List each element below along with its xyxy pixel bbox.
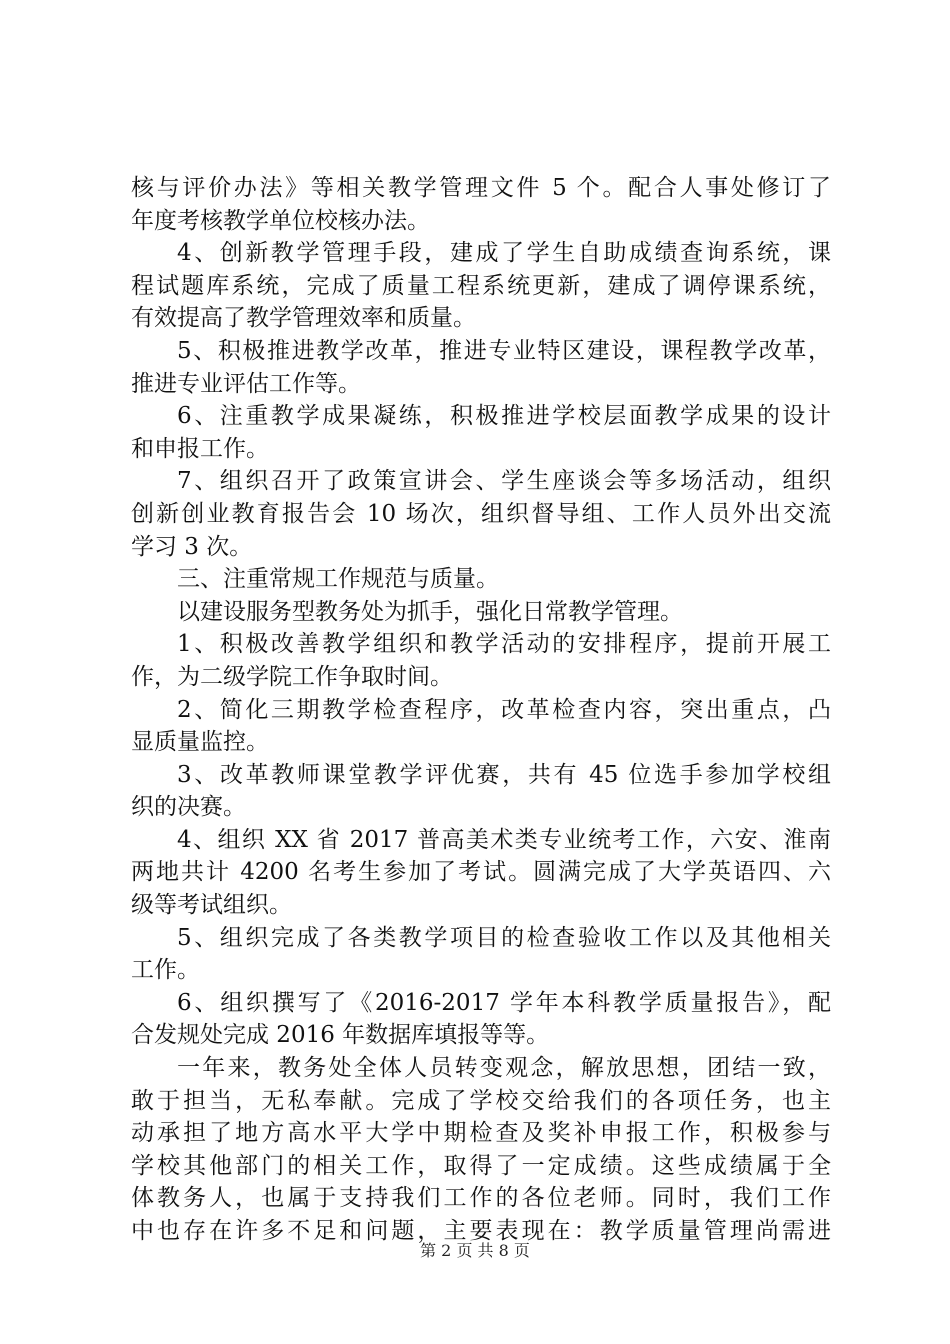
text-line: 显质量监控。 (131, 729, 269, 756)
text-line: 5、组织完成了各类教学项目的检查验收工作以及其他相关 (177, 924, 831, 951)
text-line: 体教务人，也属于支持我们工作的各位老师。同时，我们工作 (131, 1185, 831, 1212)
text-line: 一年来，教务处全体人员转变观念，解放思想，团结一致， (177, 1055, 831, 1082)
text-line: 中也存在许多不足和问题，主要表现在：教学质量管理尚需进 (131, 1218, 831, 1244)
text-line: 年度考核教学单位校核办法。 (131, 207, 430, 234)
text-line: 级等考试组织。 (131, 892, 292, 919)
page-number: 第 2 页 共 8 页 (420, 1241, 530, 1260)
text-line: 程试题库系统，完成了质量工程系统更新，建成了调停课系统， (131, 272, 831, 299)
text-line: 6、注重教学成果凝练，积极推进学校层面教学成果的设计 (177, 403, 831, 430)
text-line: 学校其他部门的相关工作，取得了一定成绩。这些成绩属于全 (131, 1152, 831, 1179)
text-line: 以建设服务型教务处为抓手，强化日常教学管理。 (177, 598, 683, 625)
text-line: 两地共计 4200 名考生参加了考试。圆满完成了大学英语四、六 (131, 859, 831, 886)
text-line: 4、组织 XX 省 2017 普高美术类专业统考工作，六安、淮南 (177, 826, 831, 853)
text-line: 7、组织召开了政策宣讲会、学生座谈会等多场活动，组织 (177, 468, 831, 495)
text-line: 作，为二级学院工作争取时间。 (131, 663, 453, 690)
text-line: 敢于担当，无私奉献。完成了学校交给我们的各项任务，也主 (131, 1087, 831, 1114)
document-body (131, 172, 831, 1248)
text-line: 三、注重常规工作规范与质量。 (177, 566, 499, 593)
text-line: 学习 3 次。 (131, 533, 253, 560)
text-line: 有效提高了教学管理效率和质量。 (131, 305, 476, 332)
text-line: 和申报工作。 (131, 435, 269, 462)
text-line: 动承担了地方高水平大学中期检查及奖补申报工作，积极参与 (131, 1120, 831, 1147)
text-line: 4、创新教学管理手段，建成了学生自助成绩查询系统，课 (177, 240, 831, 267)
text-line: 2、简化三期教学检查程序，改革检查内容，突出重点，凸 (177, 696, 831, 723)
page-footer (0, 1241, 950, 1261)
text-line: 6、组织撰写了《2016-2017 学年本科教学质量报告》，配 (177, 989, 831, 1016)
text-line: 5、积极推进教学改革，推进专业特区建设，课程教学改革， (177, 337, 831, 364)
text-line: 工作。 (131, 957, 200, 984)
text-line: 核与评价办法》等相关教学管理文件 5 个。配合人事处修订了 (131, 175, 831, 201)
text-line: 推进专业评估工作等。 (131, 370, 361, 397)
text-line: 3、改革教师课堂教学评优赛，共有 45 位选手参加学校组 (177, 761, 831, 788)
text-line: 创新创业教育报告会 10 场次，组织督导组、工作人员外出交流 (131, 500, 831, 527)
text-line: 织的决赛。 (131, 794, 246, 821)
text-line: 1、积极改善教学组织和教学活动的安排程序，提前开展工 (177, 631, 831, 658)
text-line: 合发规处完成 2016 年数据库填报等等。 (131, 1022, 550, 1049)
